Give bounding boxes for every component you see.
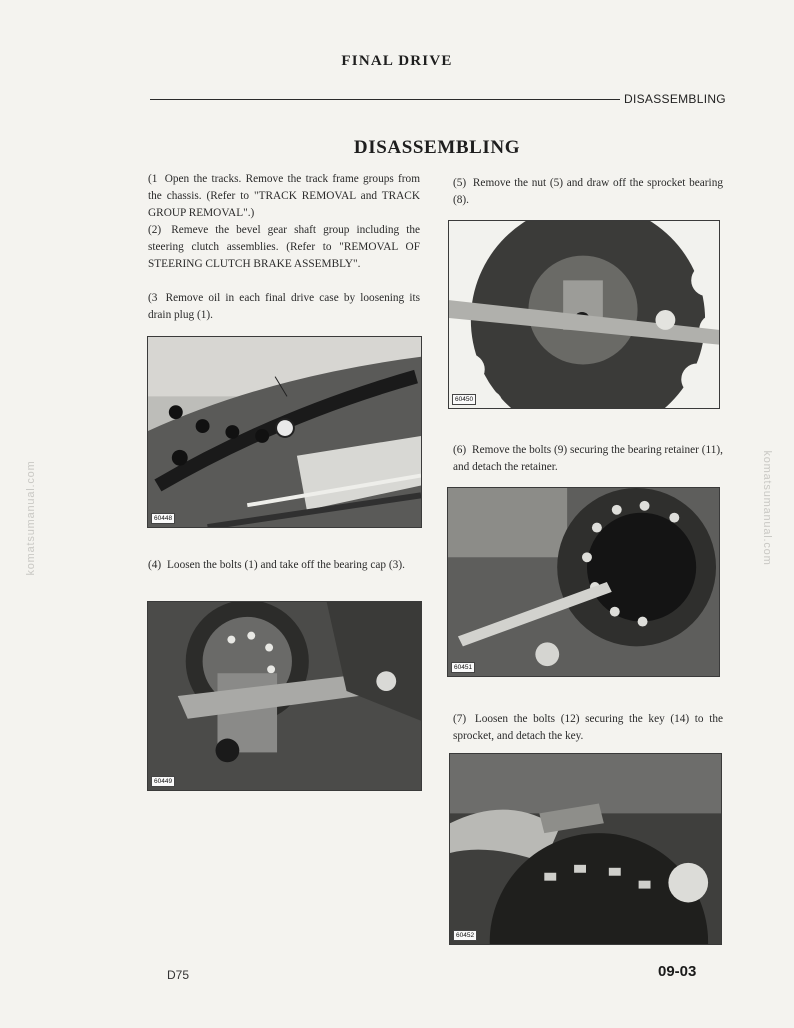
step-2-number: (2) <box>148 224 162 236</box>
step-7-number: (7) <box>453 713 467 725</box>
section-title: FINAL DRIVE <box>341 53 453 69</box>
photo-number: 60451 <box>451 662 475 673</box>
step-6 <box>453 442 723 476</box>
step-4-text: Loosen the bolts (1) and take off the bearing cap (3). <box>167 559 405 571</box>
step-5-text: Remove the nut (5) and draw off the sprocket bearing (8). <box>453 177 723 206</box>
step-1-text: Open the tracks. Remove the track frame groups from the chassis. (Refer to "TRACK REMOVAL and TRACK GROUP REMOVAL".) <box>148 173 420 219</box>
watermark-left: komatsumanual.com <box>25 460 37 576</box>
footer-model: D75 <box>167 968 190 982</box>
photo-number: 60450 <box>452 394 476 405</box>
photo-number: 60449 <box>151 776 175 787</box>
photo-number: 60448 <box>151 513 175 524</box>
step-6-text: Remove the bolts (9) securing the bearing retainer (11), and detach the retainer. <box>453 444 723 473</box>
photo-sprocket-key-image <box>450 754 721 944</box>
step-7 <box>453 711 723 745</box>
watermark-right: komatsumanual.com <box>761 450 773 566</box>
step-3-text: Remove oil in each final drive case by loosening its drain plug (1). <box>148 292 420 321</box>
step-1-number: (1 <box>148 173 158 185</box>
step-3-number: (3 <box>148 292 158 304</box>
photo-drain-plug-image <box>148 337 421 527</box>
step-2 <box>148 222 420 273</box>
step-1 <box>148 171 420 222</box>
step-5-number: (5) <box>453 177 467 189</box>
photo-bearing-cap-image <box>148 602 421 790</box>
step-7-text: Loosen the bolts (12) securing the key (14) to the sprocket, and detach the key. <box>453 713 724 742</box>
photo-sprocket-key <box>449 753 722 945</box>
section-label: DISASSEMBLING <box>624 92 726 106</box>
photo-bearing-retainer-image <box>448 488 719 676</box>
step-5 <box>453 175 723 209</box>
step-2-text: Remeve the bevel gear shaft group including the steering clutch assemblies. (Refer to "REMOVAL OF STEERING CLUTCH BRAKE ASSEMBLY". <box>148 224 420 270</box>
step-4-number: (4) <box>148 559 162 571</box>
page-heading: DISASSEMBLING <box>353 137 521 158</box>
photo-bearing-retainer <box>447 487 720 677</box>
photo-sprocket-bearing-image <box>449 221 719 408</box>
footer-page-number: 09-03 <box>658 963 697 980</box>
header-rule <box>150 99 620 100</box>
photo-bearing-cap <box>147 601 422 791</box>
step-6-number: (6) <box>453 444 467 456</box>
photo-number: 60452 <box>453 930 477 941</box>
photo-sprocket-bearing <box>448 220 720 409</box>
step-4 <box>148 557 420 574</box>
photo-drain-plug <box>147 336 422 528</box>
step-3 <box>148 290 420 324</box>
